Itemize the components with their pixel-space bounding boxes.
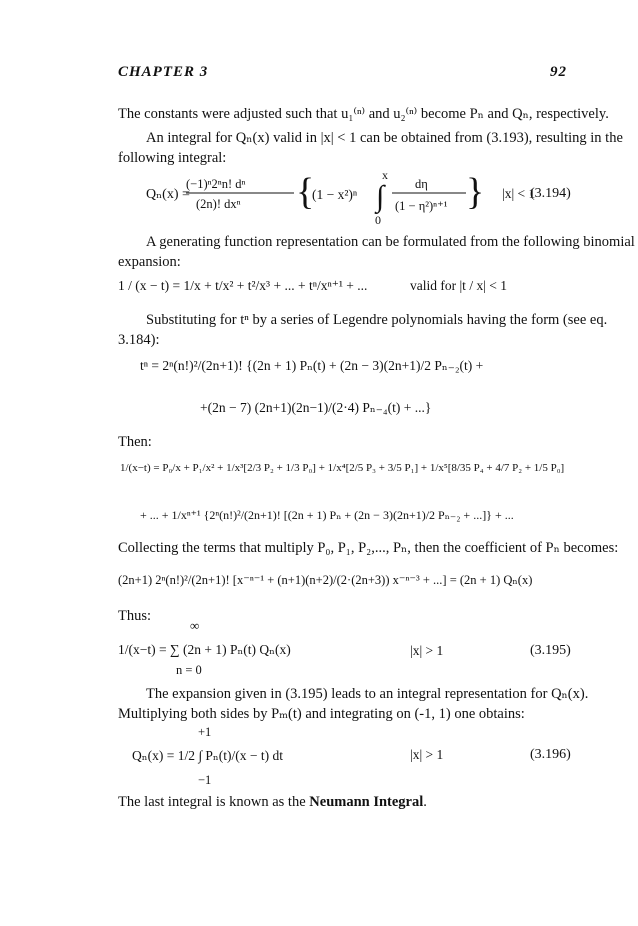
paragraph-expansion-leads-line2: Multiplying both sides by Pₘ(t) and integrating on (-1, 1) one obtains: — [118, 706, 525, 722]
paragraph-substituting-line2: 3.184): — [118, 332, 160, 348]
eq196-int-lower: −1 — [198, 773, 212, 787]
label-thus: Thus: — [118, 608, 152, 624]
equation-expansion-line1: 1/(x−t) = P₀/x + P₁/x² + 1/x³[2/3 P₂ + 1/3 P₀] + 1/x⁴[2/5 P₃ + 3/5 P₁] + 1/x⁵[8/35 P₄ + 4/7 P₂ + 1/5 P₀] — [120, 462, 565, 474]
eq195-number: (3.195) — [530, 643, 571, 658]
equation-expansion-line2: + ... + 1/xⁿ⁺¹ {2ⁿ(n!)²/(2n+1)! [(2n + 1) Pₙ + (2n − 3)(2n+1)/2 Pₙ₋₂ + ...]} + ... — [140, 508, 514, 522]
equation-tn-series-line2: +(2n − 7) (2n+1)(2n−1)/(2·4) Pₙ₋₄(t) + ...} — [200, 400, 432, 415]
eq194-condition: |x| < 1 — [502, 186, 536, 201]
equation-coefficient: (2n+1) 2ⁿ(n!)²/(2n+1)! [x⁻ⁿ⁻¹ + (n+1)(n+2)/(2·(2n+3)) x⁻ⁿ⁻³ + ...] = (2n + 1) Qₙ(x) — [118, 573, 533, 587]
paragraph-expansion-leads-line1: The expansion given in (3.195) leads to an integral representation for Qₙ(x). — [146, 686, 589, 702]
equation-3-194 — [110, 168, 580, 230]
eq194-int-lower: 0 — [375, 213, 381, 227]
eq194-integral-sign: ∫ — [376, 180, 385, 213]
eq194-int-upper: x — [382, 168, 388, 182]
paragraph-neumann — [118, 792, 427, 812]
equation-3-196 — [110, 722, 410, 788]
eq195-condition: |x| > 1 — [410, 643, 444, 658]
paragraph-substituting-line1: Substituting for tⁿ by a series of Legendre polynomials having the form (see eq. — [146, 312, 608, 328]
page-number: 92 — [550, 64, 567, 80]
eq195-sum-lower: n = 0 — [176, 663, 202, 677]
eq194-integrand-numerator: dη — [415, 177, 428, 191]
equation-tn-series-line1: tⁿ = 2ⁿ(n!)²/(2n+1)! {(2n + 1) Pₙ(t) + (2n − 3)(2n+1)/2 Pₙ₋₂(t) + — [140, 358, 484, 373]
eq194-integrand-denominator: (1 − η²)ⁿ⁺¹ — [395, 199, 448, 213]
neumann-integral-term: Neumann Integral — [309, 794, 424, 810]
eq196-int-upper: +1 — [198, 725, 212, 739]
paragraph-generating-function-line1: A generating function representation can be formulated from the following binomial — [146, 234, 635, 250]
label-then: Then: — [118, 434, 152, 450]
equation-binomial-expansion: 1 / (x − t) = 1/x + t/x² + t²/x³ + ... + tⁿ/xⁿ⁺¹ + ... — [118, 278, 368, 293]
eq194-factor: (1 − x²)ⁿ — [312, 187, 358, 202]
eq194-left-brace: { — [296, 171, 315, 213]
paragraph-neumann-prefix: The last integral is known as the — [118, 794, 310, 810]
paragraph-neumann-suffix: . — [423, 794, 427, 810]
eq194-number: (3.194) — [530, 186, 571, 201]
paragraph-constants: The constants were adjusted such that u₁⁽ⁿ⁾ and u₂⁽ⁿ⁾ become Pₙ and Qₙ, respectively. — [118, 106, 609, 122]
eq196-expression: Qₙ(x) = 1/2 ∫ Pₙ(t)/(x − t) dt — [132, 748, 283, 763]
equation-binomial-validity: valid for |t / x| < 1 — [410, 278, 508, 293]
eq194-lhs: Qₙ(x) = — [146, 187, 190, 202]
paragraph-generating-function-line2: expansion: — [118, 254, 181, 270]
paragraph-integral-intro-line1: An integral for Qₙ(x) valid in |x| < 1 can be obtained from (3.193), resulting in the — [146, 130, 623, 146]
eq194-right-brace: } — [466, 171, 485, 213]
chapter-heading: CHAPTER 3 — [118, 64, 209, 80]
paragraph-integral-intro-line2: following integral: — [118, 150, 227, 166]
eq195-expression: 1/(x−t) = ∑ (2n + 1) Pₙ(t) Qₙ(x) — [118, 642, 291, 657]
eq194-coef-numerator: (−1)ⁿ2ⁿn! dⁿ — [186, 177, 246, 191]
paragraph-collecting: Collecting the terms that multiply P₀, P₁, P₂,..., Pₙ, then the coefficient of Pₙ becomes: — [118, 540, 619, 556]
eq194-coef-denominator: (2n)! dxⁿ — [196, 197, 241, 211]
eq196-number: (3.196) — [530, 747, 571, 762]
eq195-sum-upper: ∞ — [190, 618, 200, 633]
eq196-condition: |x| > 1 — [410, 747, 444, 762]
equation-3-195 — [110, 618, 410, 680]
